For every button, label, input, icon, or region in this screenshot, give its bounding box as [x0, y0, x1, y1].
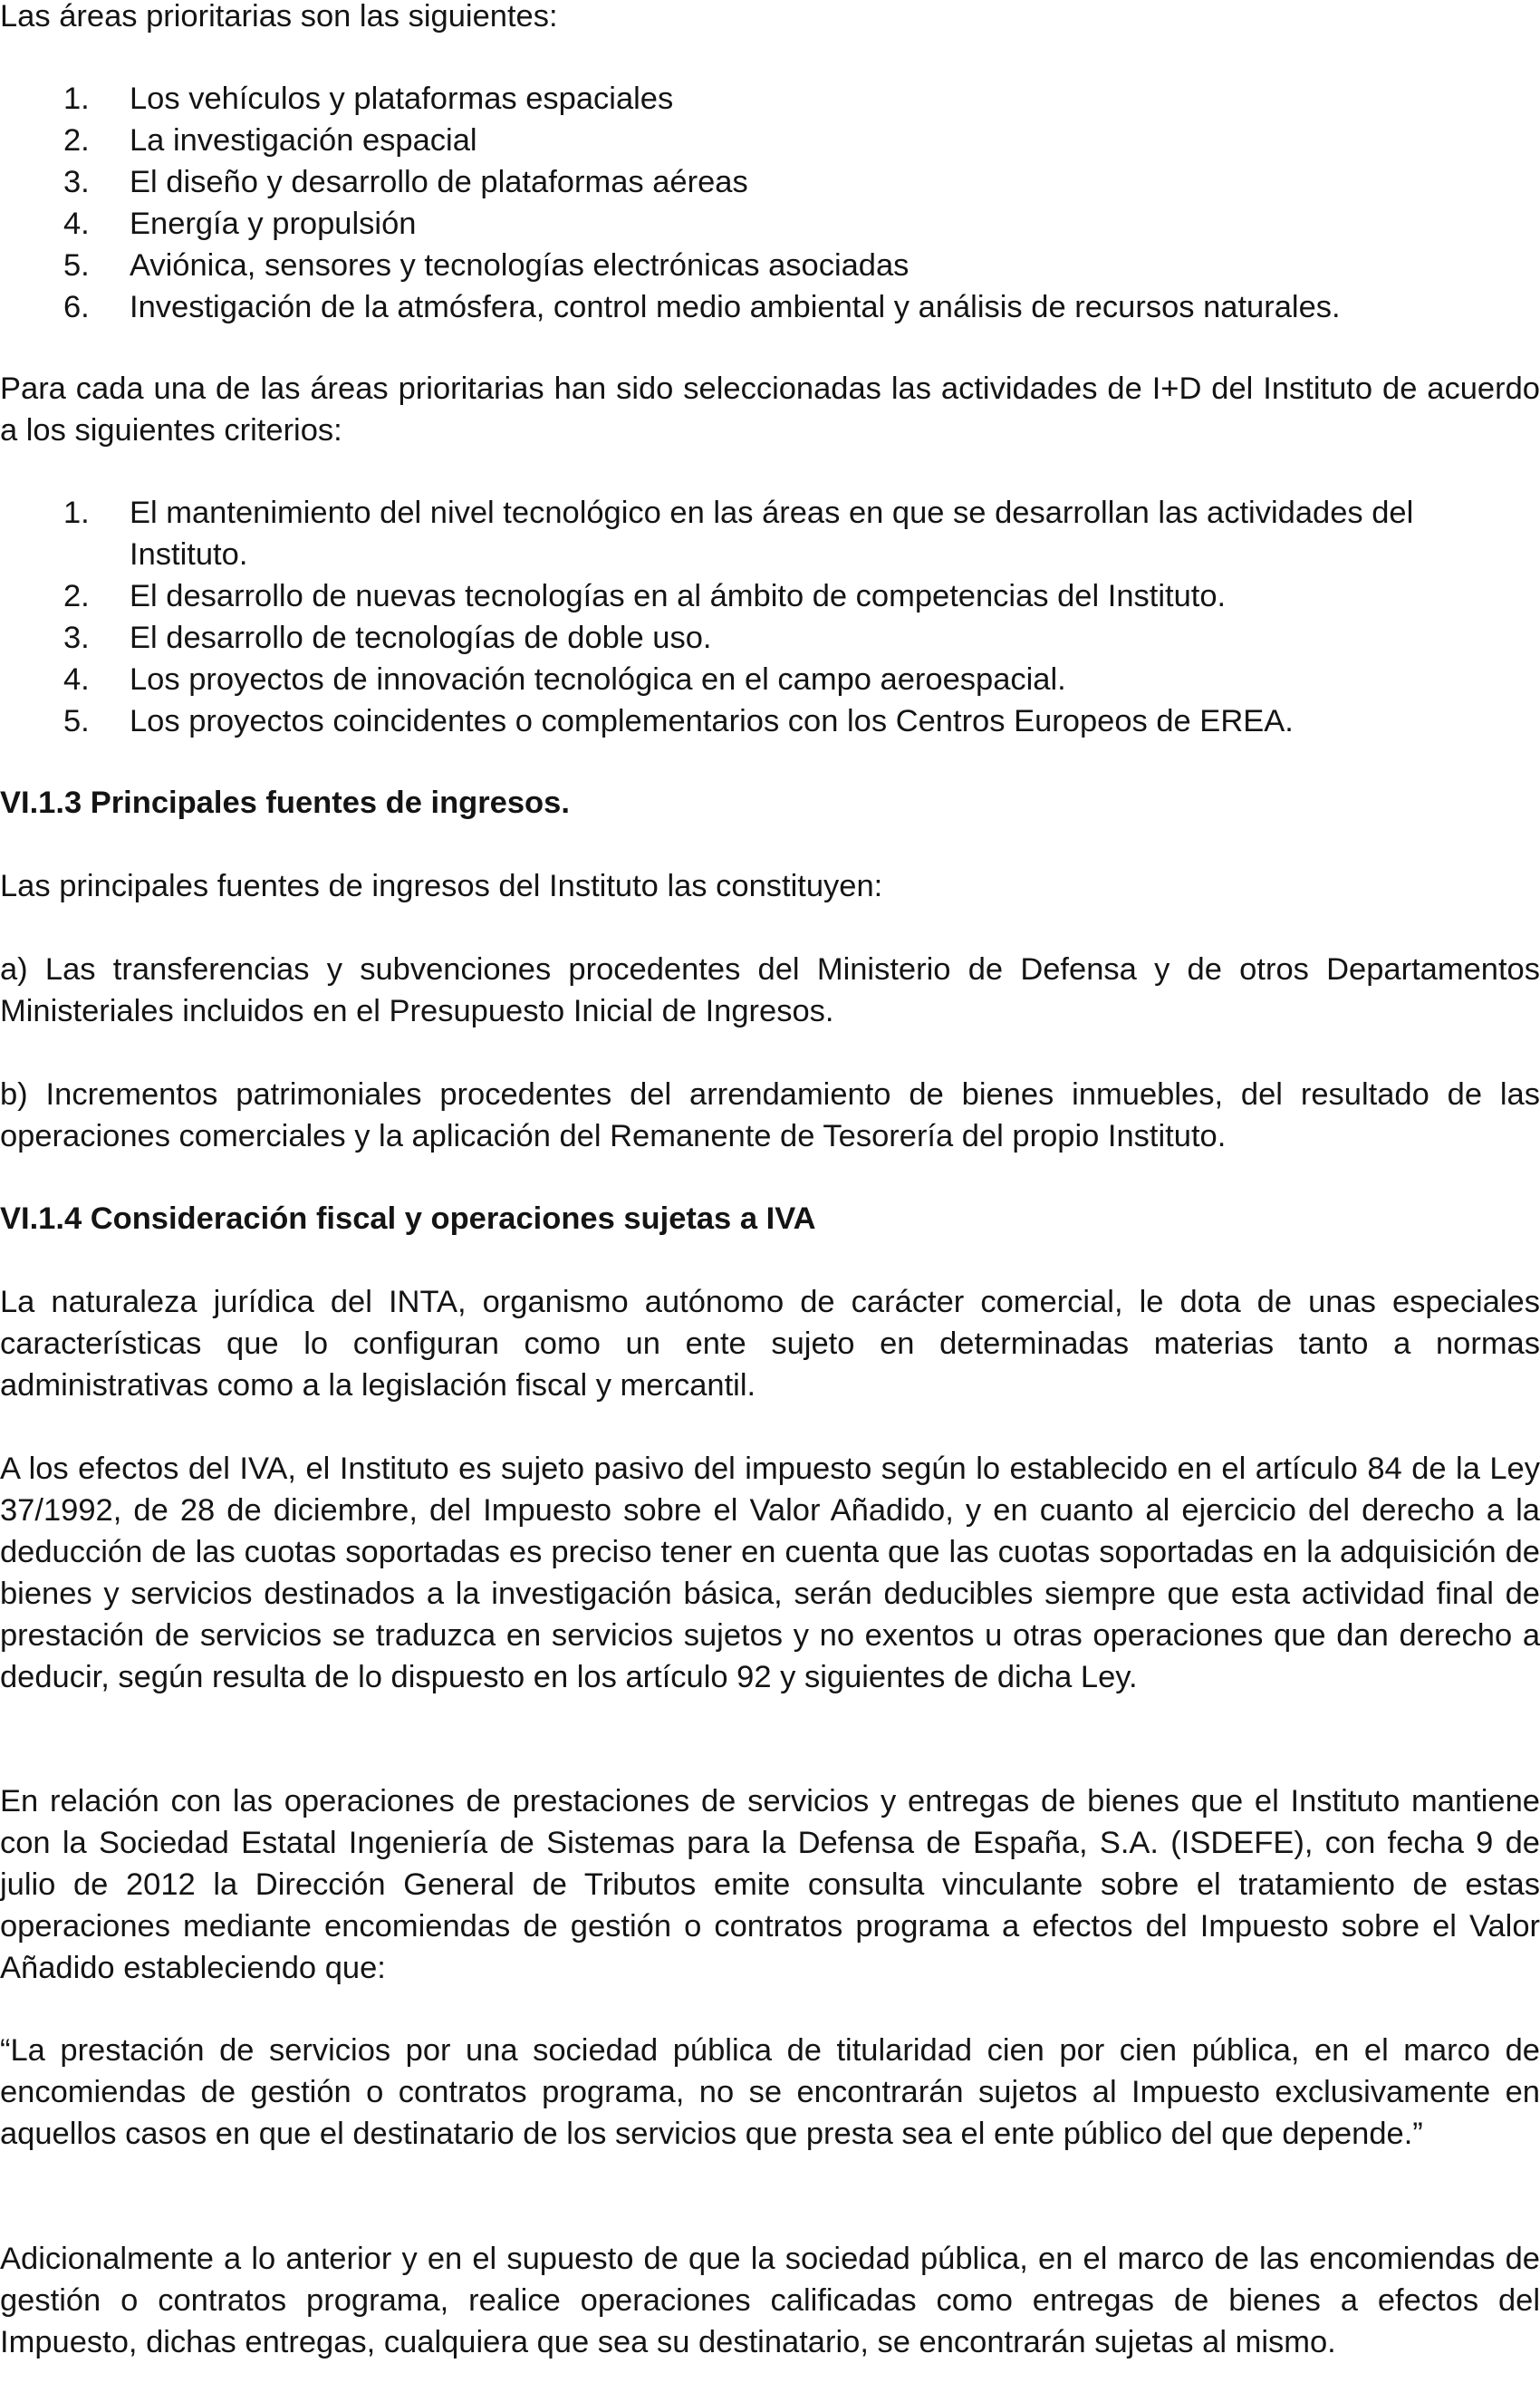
list-item-text: Energía y propulsión	[130, 207, 417, 241]
section-614-p2-block	[0, 1448, 1540, 1698]
list-item	[0, 120, 1540, 161]
list-item-text: La investigación espacial	[130, 123, 477, 158]
section-614-p1-block	[0, 1281, 1540, 1406]
areas-intro-block	[0, 0, 1540, 37]
section-613-item-a-block	[0, 949, 1540, 1032]
list-item	[0, 700, 1540, 742]
list-item-text: Los proyectos de innovación tecnológica en el campo aeroespacial.	[130, 662, 1066, 697]
section-613-intro: Las principales fuentes de ingresos del Instituto las constituyen:	[0, 869, 883, 903]
section-613-item-a: a) Las transferencias y subvenciones procedentes del Ministerio de Defensa y de otros Departamentos Ministeriales incluidos en el Presupuesto Inicial de Ingresos.	[0, 952, 1540, 1028]
areas-list-block	[0, 78, 1540, 328]
list-item-number: 2.	[63, 123, 90, 158]
list-item-number: 2.	[63, 579, 90, 613]
section-614-paragraph-4: Adicionalmente a lo anterior y en el supuesto de que la sociedad pública, en el marco de las encomiendas de gestión o contratos programa, realice operaciones calificadas como entregas de bienes a efectos del Impuesto, dichas entregas, cualquiera que sea su destinatario, se encontrarán sujetas al mismo.	[0, 2242, 1540, 2359]
list-item-number: 3.	[63, 621, 90, 655]
list-item	[0, 492, 1540, 575]
section-613-item-b-block	[0, 1074, 1540, 1157]
section-614-heading-block	[0, 1198, 1540, 1240]
list-item-text: El mantenimiento del nivel tecnológico en las áreas en que se desarrollan las actividades del Instituto.	[130, 496, 1414, 572]
list-item	[0, 659, 1540, 700]
list-item	[0, 161, 1540, 203]
list-item	[0, 78, 1540, 120]
section-613-intro-block	[0, 865, 1540, 907]
areas-intro-text: Las áreas prioritarias son las siguientes:	[0, 0, 558, 34]
list-item-text: Investigación de la atmósfera, control medio ambiental y análisis de recursos naturales.	[130, 290, 1341, 324]
list-item-number: 5.	[63, 704, 90, 738]
list-item-number: 3.	[63, 165, 90, 199]
criteria-intro-text: Para cada una de las áreas prioritarias han sido seleccionadas las actividades de I+D del Instituto de acuerdo a los siguientes criterios:	[0, 371, 1540, 448]
section-614-p4-block	[0, 2238, 1540, 2363]
list-item-number: 1.	[63, 82, 90, 116]
section-heading: VI.1.3 Principales fuentes de ingresos.	[0, 786, 570, 820]
section-614-quote: “La prestación de servicios por una sociedad pública de titularidad cien por cien pública, en el marco de encomiendas de gestión o contratos programa, no se encontrarán sujetos al Impuesto exclusivamente en aquellos casos en que el destinatario de los servicios que presta sea el ente público del que depende.”	[0, 2033, 1540, 2151]
section-614-quote-block	[0, 2030, 1540, 2155]
list-item-text: El diseño y desarrollo de plataformas aéreas	[130, 165, 748, 199]
list-item-text: Los vehículos y plataformas espaciales	[130, 82, 674, 116]
section-614-paragraph-2: A los efectos del IVA, el Instituto es sujeto pasivo del impuesto según lo establecido en el artículo 84 de la Ley 37/1992, de 28 de diciembre, del Impuesto sobre el Valor Añadido, y en cuanto al ejercicio del derecho a la deducción de las cuotas soportadas es preciso tener en cuenta que las cuotas soportadas en la adquisición de bienes y servicios destinados a la investigación básica, serán deducibles siempre que esta actividad final de prestación de servicios se traduzca en servicios sujetos y no exentos u otras operaciones que dan derecho a deducir, según resulta de lo dispuesto en los artículo 92 y siguientes de dicha Ley.	[0, 1452, 1540, 1694]
list-item	[0, 245, 1540, 286]
list-item-number: 4.	[63, 662, 90, 697]
criteria-list	[0, 492, 1540, 742]
section-614-p3-block	[0, 1780, 1540, 1989]
list-item-text: Los proyectos coincidentes o complementarios con los Centros Europeos de EREA.	[130, 704, 1294, 738]
list-item-number: 4.	[63, 207, 90, 241]
section-614-paragraph-3: En relación con las operaciones de prestaciones de servicios y entregas de bienes que el Instituto mantiene con la Sociedad Estatal Ingeniería de Sistemas para la Defensa de España, S.A. (ISDEFE), con fecha 9 de julio de 2012 la Dirección General de Tributos emite consulta vinculante sobre el tratamiento de estas operaciones mediante encomiendas de gestión o contratos programa a efectos del Impuesto sobre el Valor Añadido estableciendo que:	[0, 1784, 1540, 1985]
list-item-number: 1.	[63, 496, 90, 530]
areas-list	[0, 78, 1540, 328]
list-item	[0, 617, 1540, 659]
list-item-text: Aviónica, sensores y tecnologías electrónicas asociadas	[130, 248, 910, 283]
list-item	[0, 203, 1540, 245]
list-item-number: 6.	[63, 290, 90, 324]
criteria-intro-block	[0, 368, 1540, 451]
list-item-text: El desarrollo de nuevas tecnologías en al ámbito de competencias del Instituto.	[130, 579, 1227, 613]
list-item	[0, 286, 1540, 328]
section-heading: VI.1.4 Consideración fiscal y operaciones sujetas a IVA	[0, 1201, 816, 1236]
criteria-list-block	[0, 492, 1540, 742]
list-item-text: El desarrollo de tecnologías de doble uso.	[130, 621, 712, 655]
section-613-item-b: b) Incrementos patrimoniales procedentes del arrendamiento de bienes inmuebles, del resultado de las operaciones comerciales y la aplicación del Remanente de Tesorería del propio Instituto.	[0, 1077, 1540, 1153]
list-item	[0, 575, 1540, 617]
section-613-heading-block	[0, 782, 1540, 824]
list-item-number: 5.	[63, 248, 90, 283]
section-614-paragraph-1: La naturaleza jurídica del INTA, organismo autónomo de carácter comercial, le dota de unas especiales características que lo configuran como un ente sujeto en determinadas materias tanto a normas administrativas como a la legislación fiscal y mercantil.	[0, 1285, 1540, 1403]
